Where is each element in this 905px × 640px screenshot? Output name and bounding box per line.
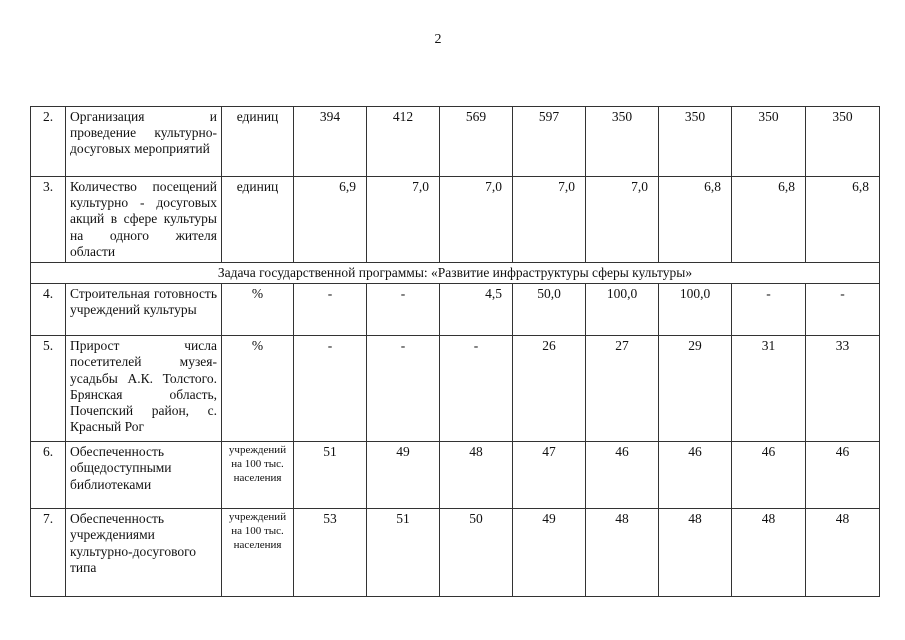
value-cell: -	[367, 284, 440, 336]
value-cell: 350	[586, 107, 659, 177]
value-cell: 51	[367, 509, 440, 597]
value-cell: 412	[367, 107, 440, 177]
value-cell: 46	[806, 442, 880, 509]
section-title: Задача государственной программы: «Развитие инфраструктуры сферы культуры»	[31, 263, 880, 284]
indicator-name: Количество посещений культурно - досуговых акций в сфере культуры на одного жителя области	[66, 177, 222, 263]
value-cell: 27	[586, 336, 659, 442]
value-cell: 47	[513, 442, 586, 509]
indicator-name: Прирост числа посетителей музея-усадьбы А.К. Толстого. Брянская область, Почепский район, с. Красный Рог	[66, 336, 222, 442]
indicators-table	[30, 106, 880, 597]
unit-cell: единиц	[222, 107, 294, 177]
indicator-name: Обеспеченность учреждениями культурно-досугового типа	[66, 509, 222, 597]
value-cell: 53	[294, 509, 367, 597]
table-row	[31, 442, 880, 509]
value-cell: 26	[513, 336, 586, 442]
value-cell: 569	[440, 107, 513, 177]
value-cell: 597	[513, 107, 586, 177]
value-cell: 6,8	[659, 177, 732, 263]
value-cell: -	[294, 284, 367, 336]
value-cell: 7,0	[440, 177, 513, 263]
value-cell: 7,0	[513, 177, 586, 263]
table-row	[31, 509, 880, 597]
page-number: 2	[434, 32, 442, 47]
value-cell: 6,8	[806, 177, 880, 263]
value-cell: 100,0	[586, 284, 659, 336]
value-cell: 46	[659, 442, 732, 509]
value-cell: 46	[586, 442, 659, 509]
value-cell: 394	[294, 107, 367, 177]
value-cell: 7,0	[367, 177, 440, 263]
value-cell: 48	[659, 509, 732, 597]
value-cell: -	[294, 336, 367, 442]
table-row	[31, 336, 880, 442]
unit-cell: %	[222, 336, 294, 442]
section-row	[31, 263, 880, 284]
indicator-name: Обеспеченность общедоступными библиотеками	[66, 442, 222, 509]
value-cell: 50,0	[513, 284, 586, 336]
value-cell: 49	[513, 509, 586, 597]
unit-cell: учреждений на 100 тыс. населения	[222, 509, 294, 597]
value-cell: -	[732, 284, 806, 336]
value-cell: 51	[294, 442, 367, 509]
value-cell: 350	[806, 107, 880, 177]
value-cell: 48	[806, 509, 880, 597]
value-cell: 48	[440, 442, 513, 509]
value-cell: 100,0	[659, 284, 732, 336]
value-cell: -	[806, 284, 880, 336]
value-cell: 49	[367, 442, 440, 509]
indicator-name: Организация и проведение культурно-досуговых мероприятий	[66, 107, 222, 177]
row-number: 2.	[31, 107, 66, 177]
value-cell: 4,5	[440, 284, 513, 336]
unit-cell: учреждений на 100 тыс. населения	[222, 442, 294, 509]
table-row	[31, 284, 880, 336]
table-row	[31, 177, 880, 263]
row-number: 6.	[31, 442, 66, 509]
value-cell: 350	[659, 107, 732, 177]
table-row	[31, 107, 880, 177]
value-cell: 46	[732, 442, 806, 509]
value-cell: 29	[659, 336, 732, 442]
value-cell: 31	[732, 336, 806, 442]
unit-cell: единиц	[222, 177, 294, 263]
row-number: 3.	[31, 177, 66, 263]
value-cell: 350	[732, 107, 806, 177]
value-cell: 48	[732, 509, 806, 597]
value-cell: -	[367, 336, 440, 442]
value-cell: 6,9	[294, 177, 367, 263]
indicator-name: Строительная готовность учреждений культуры	[66, 284, 222, 336]
unit-cell: %	[222, 284, 294, 336]
row-number: 5.	[31, 336, 66, 442]
row-number: 4.	[31, 284, 66, 336]
value-cell: 33	[806, 336, 880, 442]
value-cell: 7,0	[586, 177, 659, 263]
value-cell: 6,8	[732, 177, 806, 263]
value-cell: 50	[440, 509, 513, 597]
value-cell: -	[440, 336, 513, 442]
row-number: 7.	[31, 509, 66, 597]
value-cell: 48	[586, 509, 659, 597]
